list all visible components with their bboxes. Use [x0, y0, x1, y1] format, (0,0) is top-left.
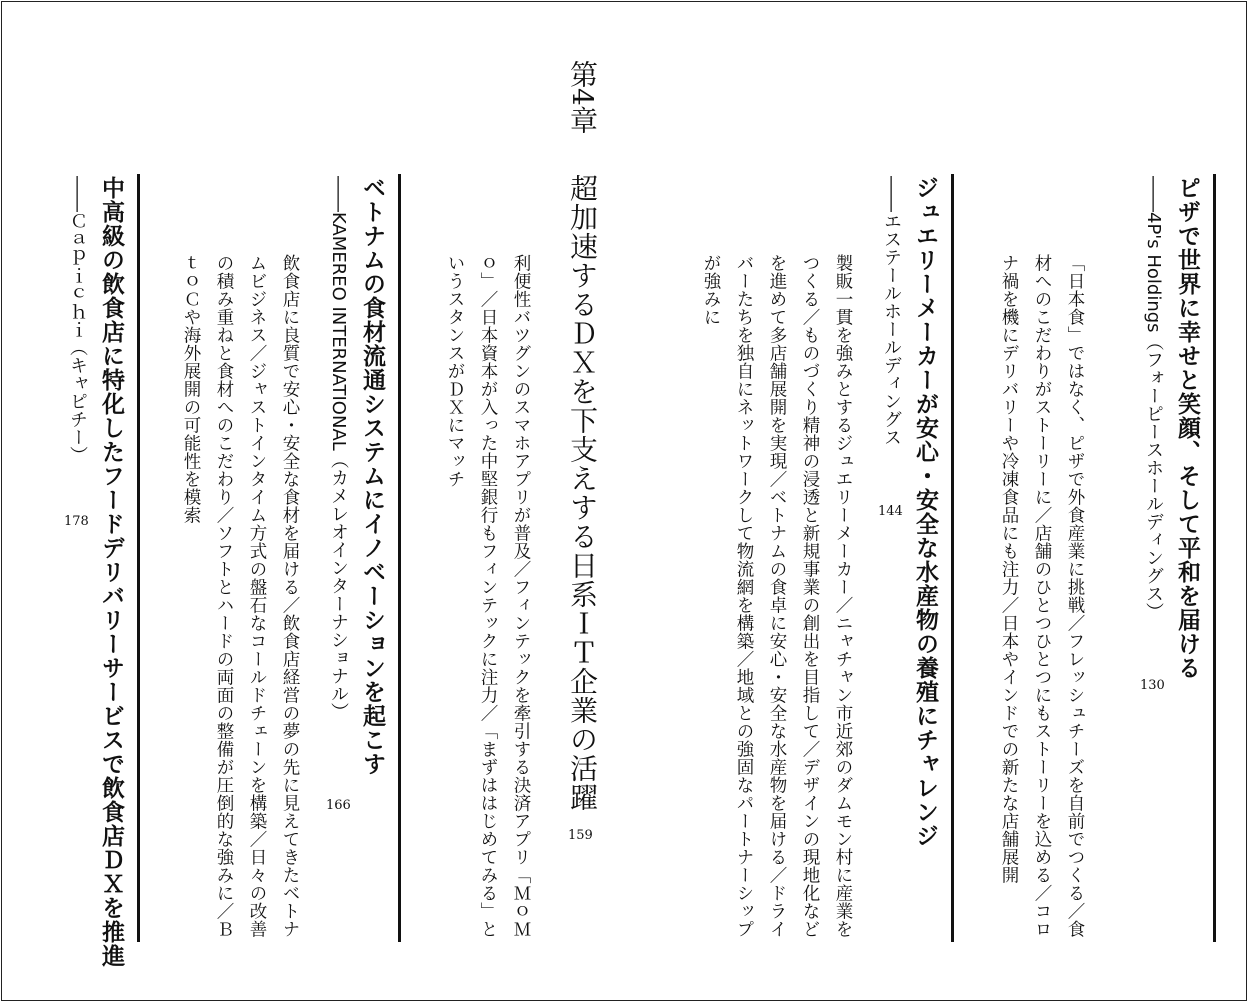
- entry-company: ――4P's Holdings（フォーピースホールディングス）: [1143, 176, 1164, 621]
- entry-description: 飲食店に良質で安心・安全な食材を届ける／飲食店経営の夢の先に見えてきたベトナムビジネス／ジャストインタイム方式の盤石なコールドチェーンを構築／日々の改善の積み重ねと食材へのこだわり／ソフトとハードの両面の整備が圧倒的な強みに／ＢｔｏＣや海外展開の可能性を模索: [181, 254, 300, 938]
- entry-title: ジュエリーメーカーが安心・安全な水産物の養殖にチャレンジ: [912, 176, 938, 848]
- chapter-title: 超加速するＤＸを下支えする日系ＩＴ企業の活躍: [566, 174, 599, 812]
- page-number: 178: [64, 514, 89, 529]
- entry-title: 中高級の飲食店に特化したフードデリバリーサービスで飲食店ＤＸを推進: [98, 176, 124, 968]
- entry-description: 「日本食」ではなく、ピザで外食産業に挑戦／フレッシュチーズを自前でつくる／食材へのこだわりがストーリーに／店舗のひとつひとつにもストーリーを込める／コロナ禍を機にデリバリーや冷凍食品にも注力／日本やインドでの新たな店舗展開: [999, 254, 1085, 938]
- chapter-label: 第4章: [566, 60, 599, 134]
- page-number: 166: [326, 798, 351, 813]
- entry-company: ――Ｃａｐｉｃｈｉ（キャピチー）: [67, 176, 88, 464]
- entry-rule: [137, 174, 140, 942]
- entry-rule: [951, 174, 954, 942]
- page-number: 144: [878, 504, 903, 519]
- entry-company: ――KAMEREO INTERNATIONAL（カメレオインターナショナル）: [328, 176, 349, 721]
- entry-description: 製販一貫を強みとするジュエリーメーカー／ニャチャン市近郊のダムモン村に産業をつくる／ものづくり精神の浸透と新規事業の創出を目指して／デザインの現地化などを進めて多店舗展開を実現／ベトナムの食卓に安心・安全な水産物を届ける／ドライバーたちを独自にネットワークして物流網を構築／地域との強固なパートナーシップが強みに: [701, 254, 853, 938]
- entry-rule: [398, 174, 401, 942]
- entry-company: ――エステールホールディングス: [881, 176, 902, 446]
- entry-description: 利便性バツグンのスマホアプリが普及／フィンテックを牽引する決済アプリ「ＭｏＭｏ」／日本資本が入った中堅銀行もフィンテックに注力／「まずははじめてみる」というスタンスがＤＸにマッチ: [445, 254, 531, 938]
- chapter-page-number: 159: [568, 828, 593, 843]
- entry-title: ベトナムの食材流通システムにイノベーションを起こす: [359, 176, 385, 776]
- page-number: 130: [1140, 678, 1165, 693]
- entry-rule: [1213, 174, 1216, 942]
- entry-title: ピザで世界に幸せと笑顔、そして平和を届ける: [1174, 176, 1200, 680]
- table-of-contents-page: [1, 1, 1247, 1001]
